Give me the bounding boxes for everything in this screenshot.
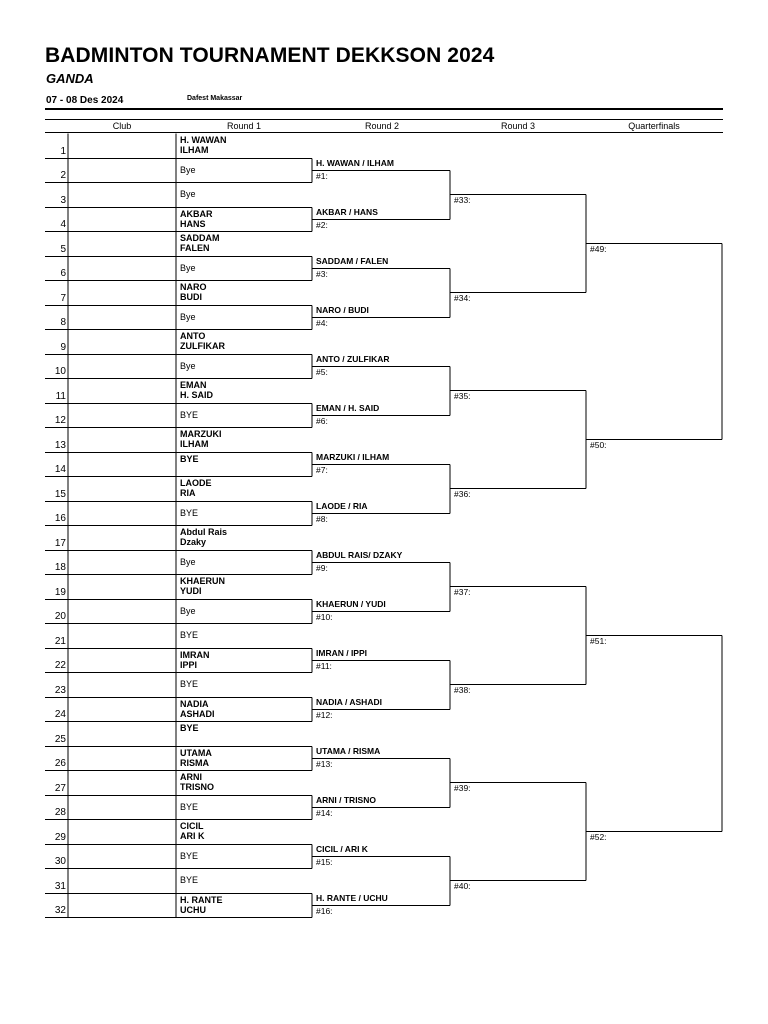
bye-entry: BYE: [180, 850, 199, 861]
player-name: AKBAR: [180, 208, 213, 219]
slot-number: 28: [54, 806, 66, 818]
player-name: ZULFIKAR: [180, 341, 225, 351]
player-name: YUDI: [180, 586, 202, 596]
player-name: HANS: [180, 218, 206, 229]
player-name: ANTO: [180, 331, 206, 341]
round2-winner: MARZUKI / ILHAM: [316, 451, 390, 462]
round3-match-number: #40:: [454, 881, 471, 892]
bye-entry: BYE: [180, 630, 199, 640]
column-header-round-2: Round 2: [364, 121, 400, 131]
round2-match-number: #11:: [316, 660, 332, 671]
player-name: ILHAM: [180, 439, 209, 449]
round2-match-number: #2:: [316, 219, 328, 230]
player-name: RIA: [180, 488, 196, 498]
round3-match-number: #39:: [454, 783, 471, 794]
round3-match-number: #33:: [454, 195, 471, 206]
round3-match-number: #36:: [454, 489, 471, 500]
bye-entry: BYE: [180, 507, 199, 518]
column-header-quarterfinals: Quarterfinals: [628, 121, 680, 131]
slot-number: 9: [60, 341, 66, 353]
bye-entry: BYE: [180, 453, 199, 464]
slot-number: 3: [60, 194, 66, 206]
slot-number: 30: [54, 855, 66, 867]
player-name: Abdul Rais: [180, 527, 228, 537]
round2-match-number: #7:: [316, 464, 328, 475]
bye-entry: Bye: [180, 360, 196, 371]
slot-number: 11: [55, 390, 66, 402]
quarterfinal-match-number: #52:: [590, 832, 607, 843]
bye-entry: BYE: [180, 875, 199, 885]
event-venue: Dafest Makassar: [187, 95, 243, 102]
page-subtitle: GANDA: [46, 71, 94, 86]
column-header-round-3: Round 3: [500, 121, 536, 131]
slot-number: 8: [60, 316, 66, 328]
round2-winner: NARO / BUDI: [316, 304, 369, 315]
round2-match-number: #10:: [316, 611, 333, 622]
player-name: UCHU: [180, 904, 206, 915]
player-name: FALEN: [180, 243, 210, 253]
player-name: CICIL: [180, 821, 204, 831]
round2-winner: NADIA / ASHADI: [316, 696, 382, 707]
player-name: EMAN: [180, 380, 207, 390]
round2-match-number: #12:: [316, 709, 333, 720]
player-name: TRISNO: [180, 782, 215, 792]
round3-match-number: #38:: [454, 685, 471, 696]
slot-number: 7: [60, 292, 66, 304]
player-name: RISMA: [180, 757, 209, 768]
player-name: NARO: [180, 282, 207, 292]
slot-number: 19: [54, 586, 66, 598]
round2-match-number: #5:: [316, 366, 328, 377]
round2-winner: ANTO / ZULFIKAR: [316, 353, 390, 364]
bye-entry: Bye: [180, 556, 196, 567]
player-name: IPPI: [180, 659, 198, 670]
slot-number: 29: [54, 831, 66, 843]
round2-match-number: #15:: [316, 856, 333, 867]
player-name: H. SAID: [180, 390, 214, 400]
player-name: H. RANTE: [180, 894, 223, 905]
bye-entry: BYE: [180, 801, 199, 812]
player-name: IMRAN: [180, 649, 210, 660]
slot-number: 18: [54, 561, 66, 573]
bye-entry: BYE: [180, 723, 199, 733]
round2-match-number: #6:: [316, 415, 328, 426]
round2-match-number: #8:: [316, 513, 328, 524]
round2-winner: IMRAN / IPPI: [316, 647, 368, 658]
round3-match-number: #37:: [454, 587, 471, 598]
bye-entry: BYE: [180, 679, 199, 689]
bye-entry: Bye: [180, 262, 196, 273]
player-name: KHAERUN: [180, 576, 225, 586]
quarterfinal-match-number: #51:: [590, 636, 607, 647]
slot-number: 24: [54, 708, 66, 720]
slot-number: 6: [60, 267, 66, 279]
slot-number: 26: [54, 757, 66, 769]
column-header-round-1: Round 1: [226, 121, 262, 131]
round2-winner: CICIL / ARI K: [316, 843, 368, 854]
slot-number: 12: [54, 414, 66, 426]
round2-winner: H. RANTE / UCHU: [316, 892, 388, 903]
player-name: H. WAWAN: [180, 135, 227, 145]
round2-winner: SADDAM / FALEN: [316, 255, 389, 266]
round2-winner: AKBAR / HANS: [316, 206, 378, 217]
slot-number: 31: [54, 880, 66, 892]
player-name: ASHADI: [180, 708, 215, 719]
player-name: NADIA: [180, 698, 209, 709]
round2-winner: UTAMA / RISMA: [316, 745, 381, 756]
slot-number: 10: [54, 365, 66, 377]
slot-number: 21: [54, 635, 66, 647]
slot-number: 4: [60, 218, 66, 230]
player-name: UTAMA: [180, 747, 212, 758]
round2-match-number: #9:: [316, 562, 328, 573]
slot-number: 23: [54, 684, 66, 696]
slot-number: 32: [54, 904, 66, 916]
round2-winner: KHAERUN / YUDI: [316, 598, 386, 609]
round3-match-number: #35:: [454, 391, 471, 402]
slot-number: 20: [54, 610, 66, 622]
round2-winner: H. WAWAN / ILHAM: [316, 157, 394, 168]
player-name: LAODE: [180, 478, 212, 488]
round2-match-number: #13:: [316, 758, 333, 769]
slot-number: 16: [54, 512, 66, 524]
player-name: ILHAM: [180, 145, 209, 155]
page-title: BADMINTON TOURNAMENT DEKKSON 2024: [45, 44, 495, 67]
slot-number: 13: [54, 439, 66, 451]
round2-winner: LAODE / RIA: [316, 500, 368, 511]
slot-number: 27: [54, 782, 66, 794]
slot-number: 1: [60, 145, 66, 157]
bye-entry: Bye: [180, 164, 196, 175]
quarterfinal-match-number: #50:: [590, 440, 607, 451]
slot-number: 2: [60, 169, 66, 181]
player-name: ARNI: [180, 772, 202, 782]
round2-winner: ARNI / TRISNO: [316, 794, 376, 805]
round2-match-number: #14:: [316, 807, 333, 818]
round2-match-number: #4:: [316, 317, 328, 328]
player-name: BUDI: [180, 292, 202, 302]
player-name: ARI K: [180, 831, 205, 841]
slot-number: 5: [60, 243, 66, 255]
round3-match-number: #34:: [454, 293, 471, 304]
bye-entry: Bye: [180, 189, 196, 199]
event-dates: 07 - 08 Des 2024: [46, 95, 124, 106]
slot-number: 15: [54, 488, 66, 500]
column-header-club: Club: [112, 121, 132, 131]
round2-match-number: #16:: [316, 905, 333, 916]
player-name: SADDAM: [180, 233, 220, 243]
bye-entry: Bye: [180, 605, 196, 616]
slot-number: 25: [54, 733, 66, 745]
round2-match-number: #1:: [316, 170, 328, 181]
bye-entry: Bye: [180, 311, 196, 322]
player-name: Dzaky: [180, 537, 207, 547]
round2-winner: EMAN / H. SAID: [316, 402, 380, 413]
quarterfinal-match-number: #49:: [590, 244, 607, 255]
round2-winner: ABDUL RAIS/ DZAKY: [316, 549, 403, 560]
slot-number: 14: [54, 463, 66, 475]
bye-entry: BYE: [180, 409, 199, 420]
player-name: MARZUKI: [180, 429, 222, 439]
slot-number: 22: [54, 659, 66, 671]
round2-match-number: #3:: [316, 268, 328, 279]
slot-number: 17: [54, 537, 66, 549]
